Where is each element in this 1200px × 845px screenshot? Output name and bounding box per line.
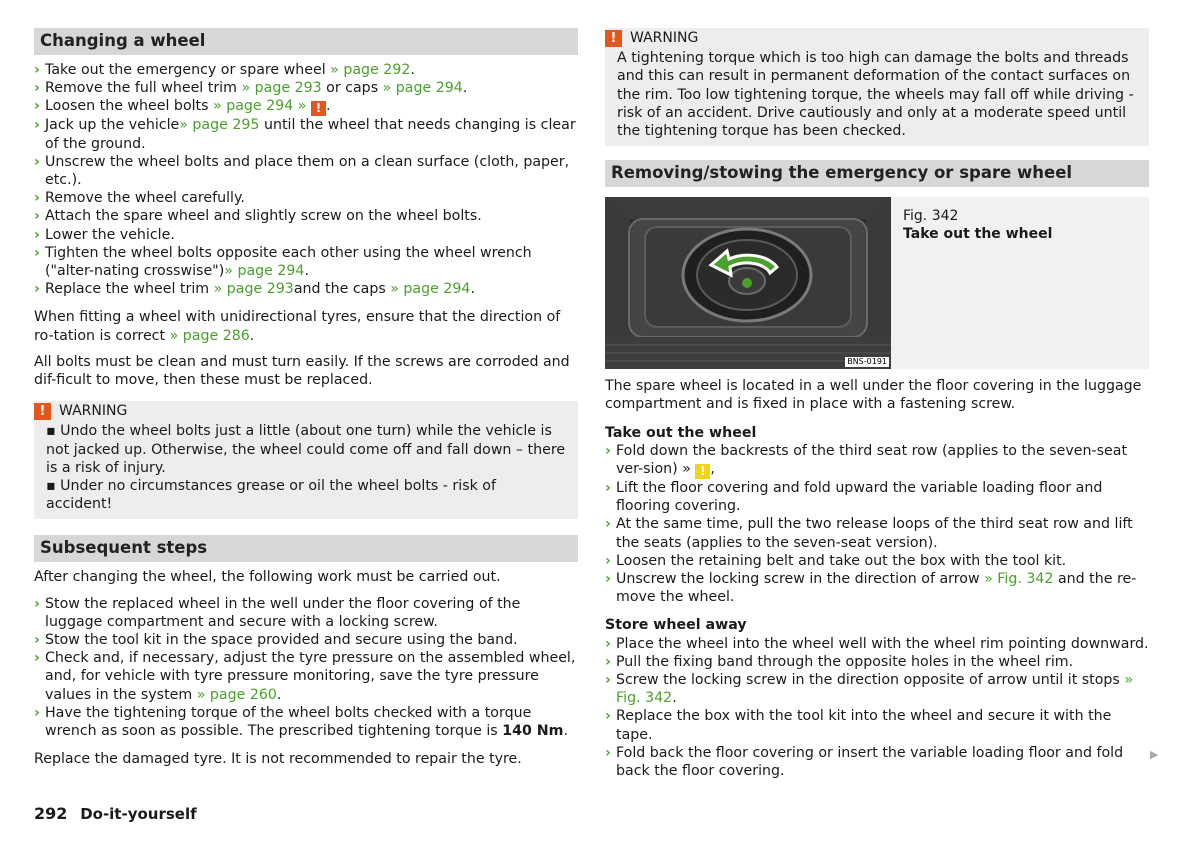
list-item: › Loosen the wheel bolts » page 294 » ! . [34,98,331,116]
list-item: › Lift the floor covering and fold upward the variable loading floor and flooring covering. [605,480,1103,515]
warning-icon[interactable]: ! [311,101,326,116]
chevron-right-icon: › [605,442,611,459]
chevron-right-icon: › [34,281,40,298]
chevron-right-icon: › [34,208,40,225]
figure-number: Fig. 342 [903,208,959,225]
warning-header [605,28,1149,47]
warning-label: WARNING [630,30,699,46]
list-item: › Pull the fixing band through the opposite holes in the wheel rim. [605,653,1074,670]
list-item: › At the same time, pull the two release loops of the third seat row and lift the seats (applies to the seven-seat version). [605,516,1133,551]
chevron-right-icon: › [34,80,40,97]
list-item: › Check and, if necessary, adjust the tyre pressure on the assembled wheel, and, for vehicle with tyre pressure monitoring, save the tyre pressure values in the system » page 260. [34,650,576,703]
chevron-right-icon: › [34,244,40,261]
list-item: › Screw the locking screw in the direction opposite of arrow until it stops » Fig. 342. [605,672,1133,707]
warning-box [605,28,1149,146]
paragraph: All bolts must be clean and must turn easily. If the screws are corroded and dif-ficult to move, then these must be replaced. [34,353,570,389]
warning-header [34,401,578,420]
chevron-right-icon: › [605,744,611,761]
warning-box [34,401,578,519]
chevron-right-icon: › [34,226,40,243]
section-title-changing: Changing a wheel [34,28,578,55]
chevron-right-icon: › [605,516,611,533]
chevron-right-icon: › [605,672,611,689]
list-item: › Remove the full wheel trim » page 293 or caps » page 294. [34,80,468,97]
chevron-right-icon: › [34,62,40,78]
page-link[interactable]: » page 292 [330,62,411,78]
chevron-right-icon: › [605,653,611,670]
chevron-right-icon: › [34,704,40,721]
section-title-removing: Removing/stowing the emergency or spare wheel [605,160,1149,187]
list-item: › Jack up the vehicle» page 295 until the wheel that needs changing is clear of the ground. [34,117,576,152]
caution-icon[interactable]: ! [695,464,710,479]
list-item: › Loosen the retaining belt and take out the box with the tool kit. [605,552,1067,569]
page-footer [34,805,197,823]
list-item: › Fold down the backrests of the third seat row (applies to the seven-seat ver-sion) » ! , [605,442,1128,479]
paragraph: When fitting a wheel with unidirectional tyres, ensure that the direction of ro-tation is correct » page 286. [34,309,561,344]
warning-item: ▪ Under no circumstances grease or oil the wheel bolts - risk of accident! [46,478,496,513]
footer-section: Do-it-yourself [80,805,197,823]
page-link[interactable]: » page 294 [382,80,463,97]
chevron-right-icon: › [605,708,611,725]
list-item: › Remove the wheel carefully. [34,190,245,207]
list-item: › Attach the spare wheel and slightly screw on the wheel bolts. [34,208,482,225]
chevron-right-icon: › [34,632,40,649]
spare-wheel-illustration [605,197,891,369]
continue-arrow-icon: ▶ [1150,748,1159,761]
figure-caption [891,197,1052,369]
warning-body [34,420,578,519]
chevron-right-icon: › [605,480,611,497]
paragraph: The spare wheel is located in a well under the floor covering in the luggage compartment and is fixed in place with a fastening screw. [605,378,1142,413]
chevron-right-icon: › [34,117,40,134]
page-link[interactable]: » page 294 [390,281,471,298]
figure-code: BNS-0191 [847,357,887,367]
chevron-right-icon: › [34,595,40,612]
list-item: › Take out the emergency or spare wheel » page 292. [34,62,415,78]
chevron-right-icon: › [605,552,611,569]
page-link[interactable]: » page 295 [179,117,260,134]
chevron-right-icon: › [34,650,40,667]
paragraph: Replace the damaged tyre. It is not recommended to repair the tyre. [34,751,522,768]
list-item: › Place the wheel into the wheel well with the wheel rim pointing downward. [605,635,1149,652]
warning-icon: ! [605,30,622,47]
list-item: › Replace the wheel trim » page 293and the caps » page 294. [34,281,475,298]
list-item: › Tighten the wheel bolts opposite each other using the wheel wrench ("alter-nating crosswise")» page 294. [34,244,532,280]
page-link[interactable]: » page 260 [196,686,277,703]
page-link[interactable]: » page 294 » [213,98,307,115]
figure [605,197,1149,369]
figure-link[interactable]: » Fig. 342 [616,672,1133,707]
changing-steps-list [34,61,578,298]
list-item: › Unscrew the wheel bolts and place them on a clean surface (cloth, paper, etc.). [34,153,570,189]
list-item: › Stow the replaced wheel in the well under the floor covering of the luggage compartment and secure with a locking screw. [34,595,521,630]
take-out-steps-list [605,442,1149,607]
store-steps-list [605,635,1149,781]
subsequent-steps-list [34,595,578,741]
warning-item: ▪ Undo the wheel bolts just a little (about one turn) while the vehicle is not jacked up. Otherwise, the wheel could come off and fall down – there is a risk of injury. [46,423,566,476]
warning-body [605,47,1149,146]
list-item: › Unscrew the locking screw in the direction of arrow » Fig. 342 and the re-move the wheel. [605,571,1137,606]
chevron-right-icon: › [605,571,611,588]
list-item: › Fold back the floor covering or insert the variable loading floor and fold back the floor covering. [605,744,1124,780]
figure-image [605,197,891,369]
subheading-take-out: Take out the wheel [605,424,757,441]
chevron-right-icon: › [34,190,40,207]
figure-title: Take out the wheel [903,226,1053,243]
warning-icon: ! [34,403,51,420]
right-column [605,28,1149,780]
chevron-right-icon: › [34,98,40,115]
list-item: › Stow the tool kit in the space provided and secure using the band. [34,632,518,649]
list-item: › Lower the vehicle. [34,226,175,243]
page-link[interactable]: » page 286 [169,327,250,344]
page-number: 292 [34,804,68,823]
chevron-right-icon: › [605,635,611,652]
list-item: › Have the tightening torque of the wheel bolts checked with a torque wrench as soon as possible. The prescribed tightening torque is 140 Nm. [34,704,568,740]
list-item: › Replace the box with the tool kit into the wheel and secure it with the tape. [605,708,1112,743]
page-link[interactable]: » page 293 [213,281,294,298]
page-link[interactable]: » page 293 [241,80,322,97]
figure-link[interactable]: » Fig. 342 [984,571,1054,588]
page-link[interactable]: » page 294 [224,263,305,280]
warning-label: WARNING [59,403,128,420]
left-column [34,28,578,769]
subheading-store: Store wheel away [605,617,747,634]
warning-text: A tightening torque which is too high can damage the bolts and threads and this can result in permanent deformation of the contact surfaces on the rim. Too low tightening torque, the wheels may fall off while driving - risk of an accident. Drive cautiously and only at a moderate speed until the tightening torque has been checked. [617,50,1134,140]
section-title-subsequent: Subsequent steps [34,535,578,562]
paragraph: After changing the wheel, the following work must be carried out. [34,569,501,586]
chevron-right-icon: › [34,153,40,170]
